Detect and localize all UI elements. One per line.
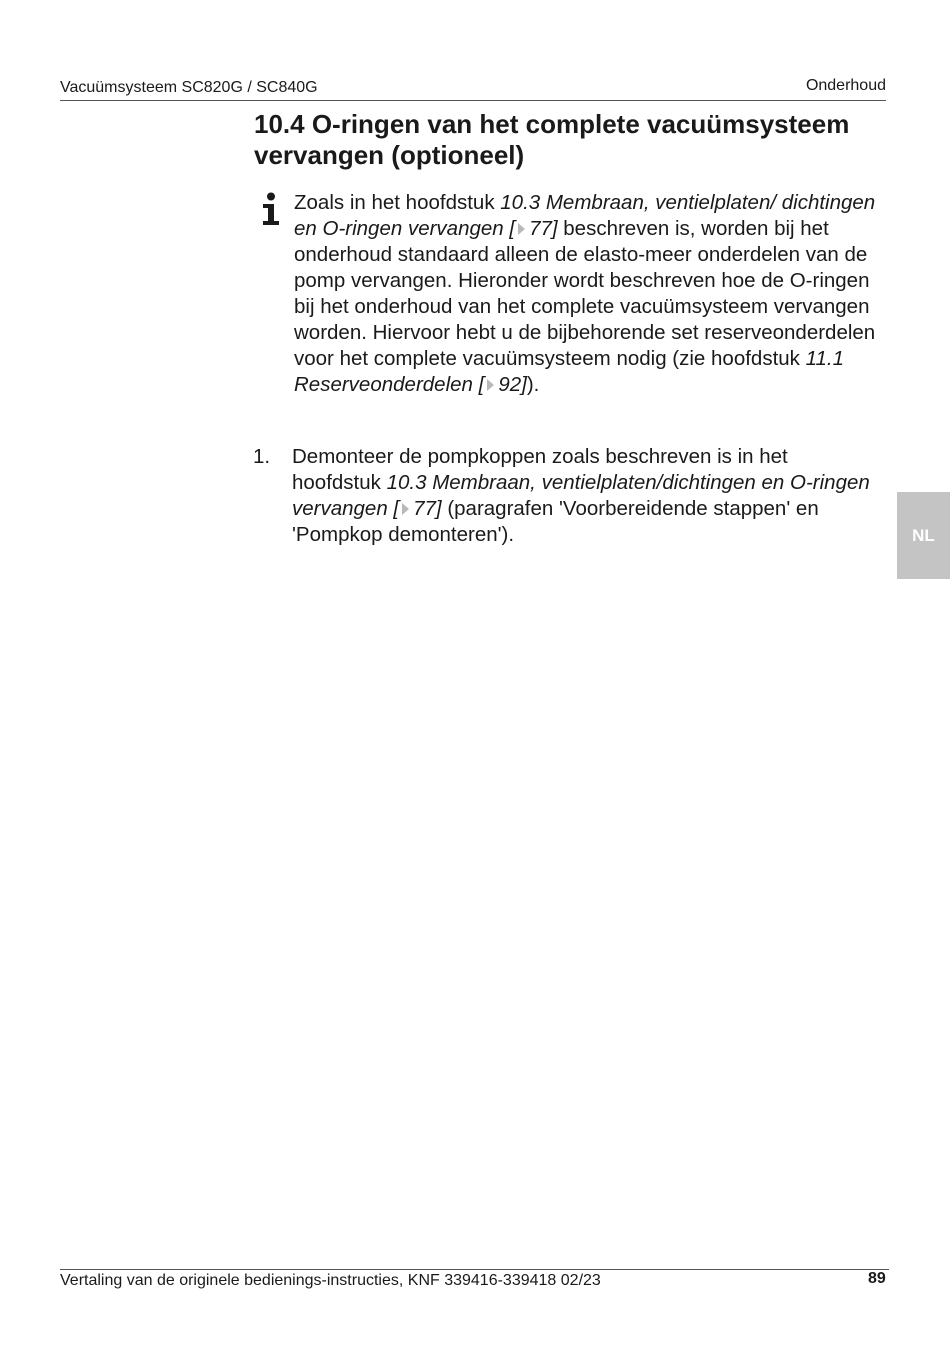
language-tab: NL bbox=[897, 492, 950, 579]
page-number: 89 bbox=[868, 1270, 886, 1287]
header-divider bbox=[60, 100, 886, 101]
info-icon bbox=[258, 192, 284, 226]
header-chapter: Onderhoud bbox=[805, 77, 886, 94]
reference-link[interactable]: 11.1 Reserveonderdelen [ 92] bbox=[294, 347, 845, 396]
header-product: Vacuümsysteem SC820G / SC840G bbox=[60, 79, 318, 96]
step-text: Demonteer de pompkoppen zoals beschreven is in het hoofdstuk 10.3 Membraan, ventielplaten/dichtingen en O-ringen vervangen [ 77] (paragrafen 'Voorbereidende stappen' en 'Pompkop demonteren'). bbox=[292, 445, 870, 546]
step-number: 1. bbox=[253, 445, 271, 468]
arrow-right-icon bbox=[487, 379, 494, 391]
footer-divider bbox=[60, 1269, 889, 1270]
reference-link[interactable]: 10.3 Membraan, ventielplaten/ dichtingen en O-ringen vervangen [ 77] bbox=[294, 191, 876, 240]
arrow-right-icon bbox=[518, 223, 525, 235]
reference-link[interactable]: 10.3 Membraan, ventielplaten/dichtingen en O-ringen vervangen [ 77] bbox=[292, 471, 870, 520]
footer-text: Vertaling van de originele bedienings-instructies, KNF 339416-339418 02/23 bbox=[60, 1272, 601, 1289]
section-title: 10.4 O-ringen van het complete vacuümsysteem vervangen (optioneel) bbox=[254, 109, 850, 170]
info-note-text: Zoals in het hoofdstuk 10.3 Membraan, ventielplaten/ dichtingen en O-ringen vervangen [ 77] beschreven is, worden bij het onderhoud standaard alleen de elasto-meer onderdelen van de pomp vervangen. Hieronder wordt beschreven hoe de O-ringen bij het onderhoud van het complete vacuümsysteem vervangen worden. Hiervoor hebt u de bijbehorende set reserveonderdelen voor het complete vacuümsysteem nodig (zie hoofdstuk 11.1 Reserveonderdelen [ 92]). bbox=[294, 191, 876, 396]
arrow-right-icon bbox=[402, 503, 409, 515]
